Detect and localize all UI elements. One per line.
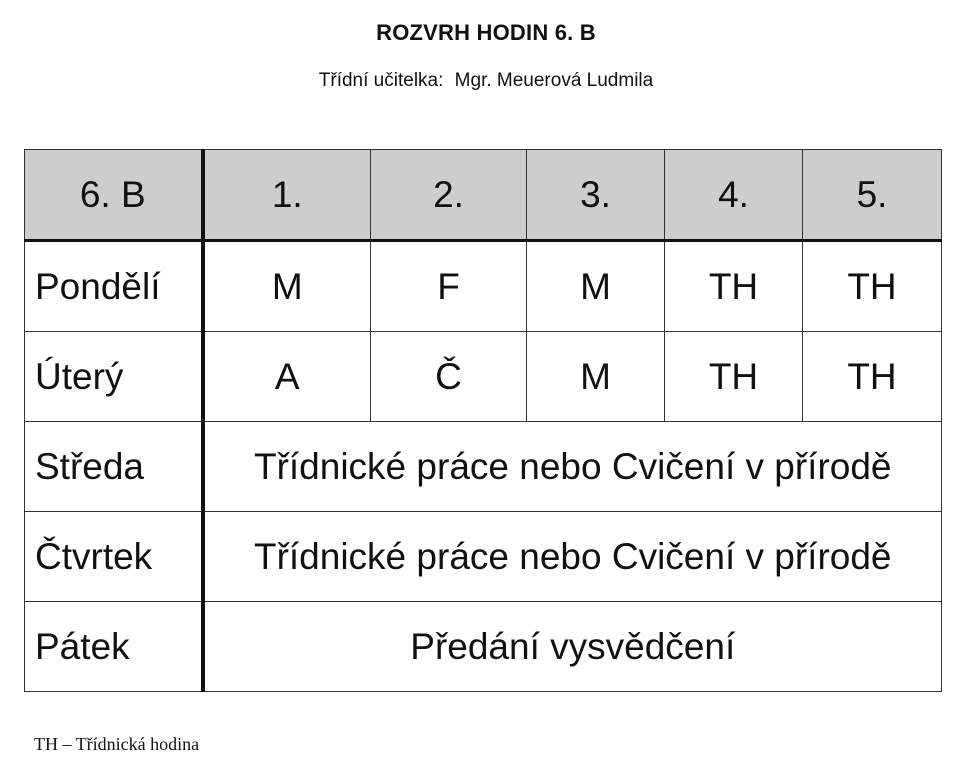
- subject-cell: TH: [803, 241, 942, 332]
- table-row: [25, 241, 942, 332]
- day-label: Úterý: [25, 332, 203, 422]
- period-header: 3.: [527, 150, 665, 241]
- teacher-name: Mgr. Meuerová Ludmila: [454, 70, 654, 91]
- merged-activity-cell: Předání vysvědčení: [203, 602, 942, 692]
- subject-cell: TH: [665, 241, 803, 332]
- header-row: [25, 150, 942, 241]
- day-label: Čtvrtek: [25, 512, 203, 602]
- subject-cell: TH: [803, 332, 942, 422]
- subject-cell: F: [371, 241, 527, 332]
- subject-cell: Č: [371, 332, 527, 422]
- subject-cell: A: [203, 332, 371, 422]
- merged-activity-cell: Třídnické práce nebo Cvičení v přírodě: [203, 422, 942, 512]
- period-header: 5.: [803, 150, 942, 241]
- subject-cell: M: [527, 241, 665, 332]
- period-header: 2.: [371, 150, 527, 241]
- table-row: [25, 512, 942, 602]
- timetable: [24, 149, 942, 692]
- day-label: Středa: [25, 422, 203, 512]
- page-title: ROZVRH HODIN 6. B: [376, 20, 596, 45]
- table-row: [25, 422, 942, 512]
- day-label: Pondělí: [25, 241, 203, 332]
- class-corner-cell: 6. B: [25, 150, 203, 241]
- footnote: TH – Třídnická hodina: [34, 734, 200, 754]
- subject-cell: M: [203, 241, 371, 332]
- merged-activity-cell: Třídnické práce nebo Cvičení v přírodě: [203, 512, 942, 602]
- teacher-line: [0, 70, 972, 92]
- period-header: 1.: [203, 150, 371, 241]
- subject-cell: TH: [665, 332, 803, 422]
- period-header: 4.: [665, 150, 803, 241]
- subject-cell: M: [527, 332, 665, 422]
- table-row: [25, 602, 942, 692]
- day-label: Pátek: [25, 602, 203, 692]
- teacher-label: Třídní učitelka:: [318, 70, 444, 91]
- table-row: [25, 332, 942, 422]
